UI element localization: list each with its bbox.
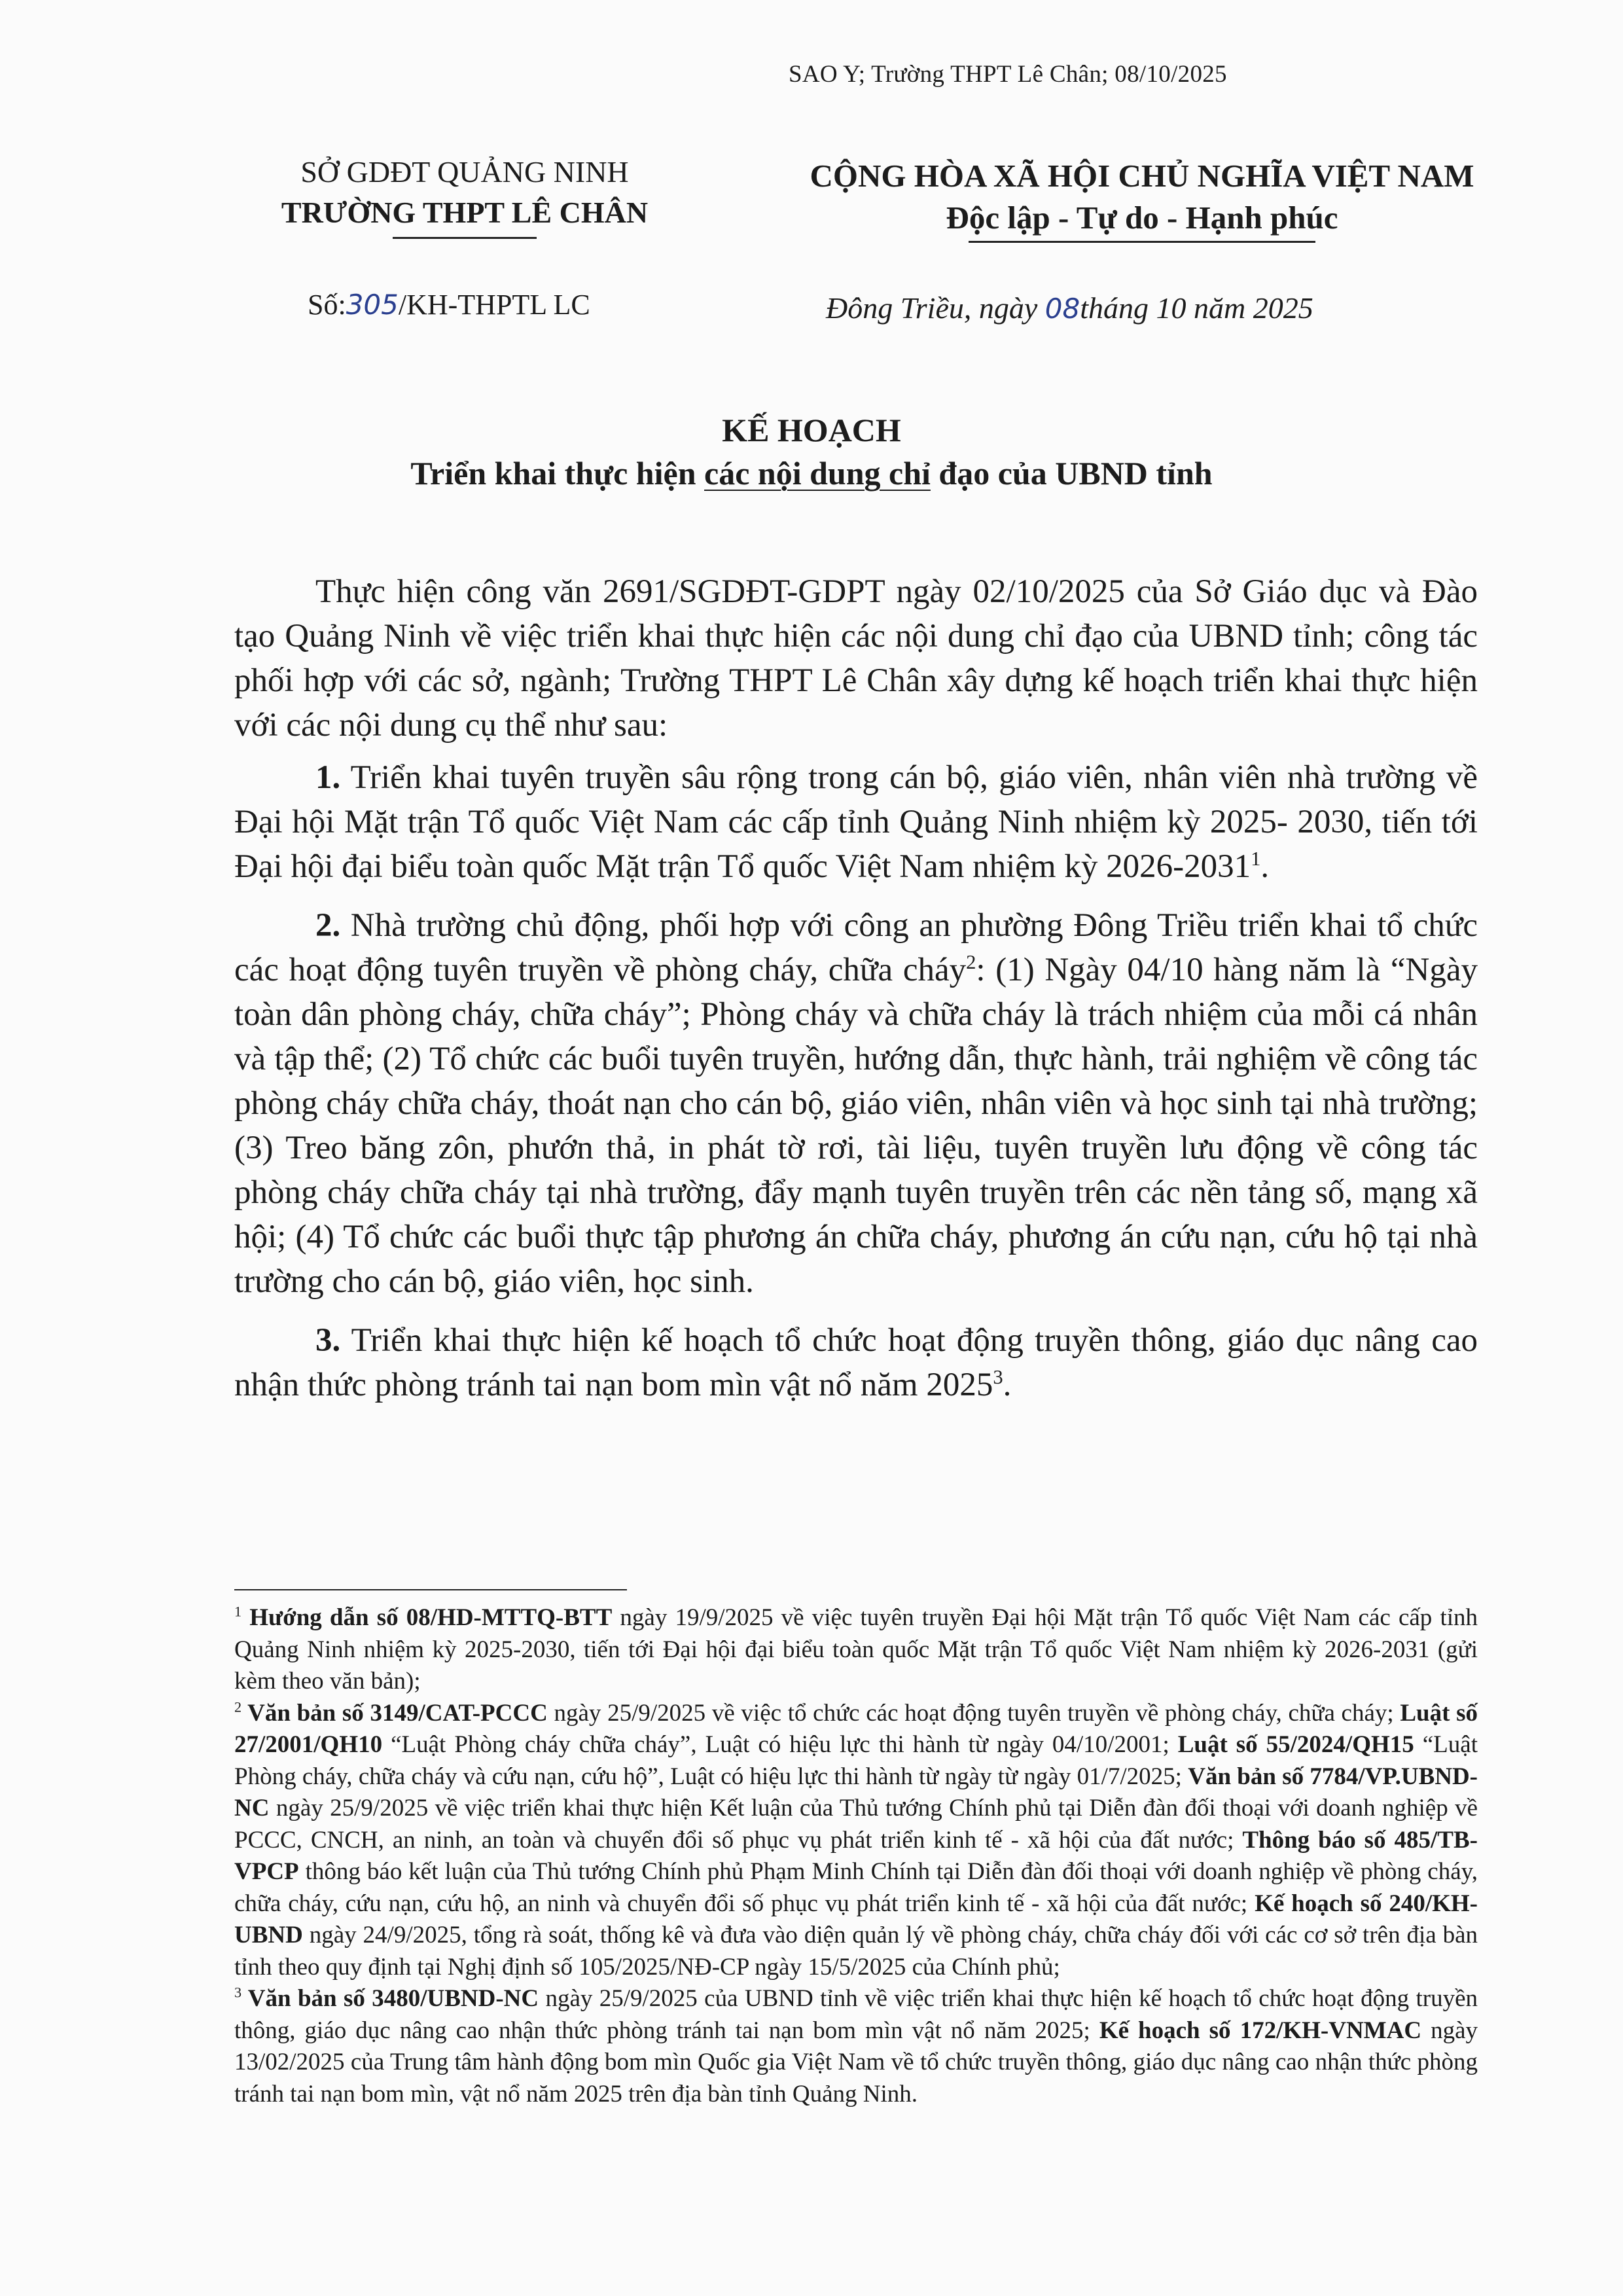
footnote-bold: Kế hoạch số 172/KH-VNMAC	[1099, 2017, 1422, 2044]
footnote-ref[interactable]: 3	[993, 1366, 1003, 1388]
national-header	[759, 154, 1525, 243]
handwritten-number: 305	[346, 289, 399, 321]
footnote-bold: Văn bản số 3480/UBND-NC	[241, 1985, 539, 2012]
footnote-bold: Thông báo số 485/TB-VPCP	[234, 1826, 1478, 1885]
footnote-text: thông báo kết luận của Thủ tướng Chính phủ Phạm Minh Chính tại Diễn đàn đối thoại với doanh nghiệp về phòng cháy, chữa cháy, cứu nạn, cứu hộ, an ninh và chuyển đổi số phục vụ phát triển kinh tế - xã hội của đất nước;	[234, 1858, 1478, 1917]
document-body	[234, 569, 1478, 1422]
title-subtitle	[0, 452, 1623, 495]
footnote-ref[interactable]: 2	[966, 951, 976, 973]
agency-name: SỞ GDĐT QUẢNG NINH	[300, 155, 629, 188]
footnote-text: ngày 13/02/2025 của Trung tâm hành động bom mìn Quốc gia Việt Nam về tổ chức truyền thông, giáo dục nâng cao nhận thức phòng tránh tai nạn bom mìn, vật nổ năm 2025 trên địa bàn tỉnh Quảng Ninh.	[234, 2017, 1478, 2108]
item-text-after: .	[1260, 848, 1270, 885]
date-prefix: Đông Triều, ngày	[826, 291, 1045, 325]
country-name: CỘNG HÒA XÃ HỘI CHỦ NGHĨA VIỆT NAM	[810, 158, 1474, 194]
item-text: Triển khai thực hiện kế hoạch tổ chức hoạt động truyền thông, giáo dục nâng cao nhận thức phòng tránh tai nạn bom mìn vật nổ năm 2025	[234, 1322, 1478, 1403]
footnote-bold: Kế hoạch số 240/KH-UBND	[234, 1890, 1478, 1948]
issuing-organization	[216, 152, 713, 239]
footnotes	[234, 1602, 1478, 2110]
title-main: KẾ HOẠCH	[722, 412, 901, 448]
item-number: 3.	[315, 1322, 341, 1359]
item-number: 1.	[315, 759, 341, 796]
document-number	[308, 288, 590, 321]
footnote-2	[234, 1698, 1478, 1984]
footnote-text: ngày 25/9/2025 về việc triển khai thực hiện Kết luận của Thủ tướng Chính phủ tại Diễn đàn đối thoại với doanh nghiệp về PCCC, CNCH, an ninh, an toàn và chuyển đổi số phục vụ phát triển kinh tế - xã hội của đất nước;	[234, 1795, 1478, 1854]
item-3	[234, 1318, 1478, 1407]
number-prefix: Số:	[308, 289, 346, 321]
footnote-bold: Hướng dẫn số 08/HD-MTTQ-BTT	[241, 1604, 613, 1631]
footnote-mark: 3	[234, 1984, 242, 2001]
item-2	[234, 903, 1478, 1304]
national-motto: Độc lập - Tự do - Hạnh phúc	[946, 200, 1338, 236]
item-text: Nhà trường chủ động, phối hợp với công an phường Đông Triều triển khai tổ chức các hoạt động tuyên truyền về phòng cháy, chữa cháy	[234, 907, 1478, 988]
item-1	[234, 755, 1478, 889]
document-date	[826, 291, 1313, 325]
number-suffix: /KH-THPTL LC	[398, 289, 590, 321]
footnote-bold: Văn bản số 3149/CAT-PCCC	[241, 1699, 548, 1727]
footnote-text: “Luật Phòng cháy, chữa cháy và cứu nạn, cứu hộ”, Luật có hiệu lực thi hành từ ngày từ ngày 01/7/2025;	[234, 1731, 1478, 1790]
footnote-text: ngày 25/9/2025 của UBND tỉnh về việc triển khai thực hiện kế hoạch tổ chức hoạt động truyền thông, giáo dục nâng cao nhận thức phòng tránh tai nạn bom mìn vật nổ năm 2025;	[234, 1985, 1478, 2044]
subtitle-underlined: các nội dung chỉ	[704, 455, 931, 492]
footnote-1	[234, 1602, 1478, 1698]
copy-certification-mark: SAO Y; Trường THPT Lê Chân; 08/10/2025	[789, 61, 1227, 88]
school-name: TRƯỜNG THPT LÊ CHÂN	[281, 196, 649, 229]
footnote-ref[interactable]: 1	[1251, 848, 1261, 870]
document-title	[0, 408, 1623, 495]
date-suffix: tháng 10 năm 2025	[1080, 291, 1313, 325]
handwritten-day: 08	[1044, 293, 1080, 325]
subtitle-part2: đạo của UBND tỉnh	[930, 455, 1213, 492]
footnote-3	[234, 1983, 1478, 2110]
footnote-text: ngày 19/9/2025 về việc tuyên truyền Đại hội Mặt trận Tổ quốc Việt Nam các cấp tỉnh Quảng Ninh nhiệm kỳ 2025-2030, tiến tới Đại hội đại biểu toàn quốc Mặt trận Tổ quốc Việt Nam nhiệm kỳ 2026-2031 (gửi kèm theo văn bản);	[234, 1604, 1478, 1695]
item-number: 2.	[315, 907, 341, 944]
footnote-text: “Luật Phòng cháy chữa cháy”, Luật có hiệu lực thi hành từ ngày 04/10/2001;	[382, 1731, 1178, 1758]
footnote-bold: Luật số 55/2024/QH15	[1177, 1731, 1414, 1758]
footnote-mark: 1	[234, 1603, 242, 1620]
motto-underline	[969, 241, 1315, 243]
footnote-bold: Luật số 27/2001/QH10	[234, 1699, 1478, 1758]
intro-paragraph: Thực hiện công văn 2691/SGDĐT-GDPT ngày 02/10/2025 của Sở Giáo dục và Đào tạo Quảng Ninh về việc triển khai thực hiện các nội dung chỉ đạo của UBND tỉnh; công tác phối hợp với các sở, ngành; Trường THPT Lê Chân xây dựng kế hoạch triển khai thực hiện với các nội dung cụ thể như sau:	[234, 573, 1478, 744]
footnote-text: ngày 25/9/2025 về việc tổ chức các hoạt động tuyên truyền về phòng cháy, chữa cháy;	[547, 1699, 1400, 1727]
footnote-mark: 2	[234, 1698, 242, 1715]
subtitle-part1: Triển khai thực hiện	[410, 455, 705, 492]
item-text: Triển khai tuyên truyền sâu rộng trong cán bộ, giáo viên, nhân viên nhà trường về Đại hội Mặt trận Tổ quốc Việt Nam các cấp tỉnh Quảng Ninh nhiệm kỳ 2025- 2030, tiến tới Đại hội đại biểu toàn quốc Mặt trận Tổ quốc Việt Nam nhiệm kỳ 2026-2031	[234, 759, 1478, 885]
footnote-bold: Văn bản số 7784/VP.UBND-NC	[234, 1763, 1478, 1821]
item-text-after: .	[1003, 1367, 1012, 1403]
item-text-after: : (1) Ngày 04/10 hàng năm là “Ngày toàn dân phòng cháy, chữa cháy”; Phòng cháy và chữa cháy là trách nhiệm của mỗi cá nhân và tập thể; (2) Tổ chức các buổi tuyên truyền, hướng dẫn, thực hành, trải nghiệm về công tác phòng cháy chữa cháy, thoát nạn cho cán bộ, giáo viên, nhân viên và học sinh tại nhà trường; (3) Treo băng zôn, phướn thả, in phát tờ rơi, tài liệu, tuyên truyền lưu động về công tác phòng cháy chữa cháy tại nhà trường, đẩy mạnh tuyên truyền trên các nền tảng số, mạng xã hội; (4) Tổ chức các buổi thực tập phương án chữa cháy, phương án cứu nạn, cứu hộ tại nhà trường cho cán bộ, giáo viên, học sinh.	[234, 952, 1478, 1300]
footnote-text: ngày 24/9/2025, tổng rà soát, thống kê và đưa vào diện quản lý về phòng cháy, chữa cháy đối với các cơ sở trên địa bàn tỉnh theo quy định tại Nghị định số 105/2025/NĐ-CP ngày 15/5/2025 của Chính phủ;	[234, 1922, 1478, 1981]
footnote-separator	[234, 1589, 627, 1590]
school-name-underline	[393, 237, 537, 239]
